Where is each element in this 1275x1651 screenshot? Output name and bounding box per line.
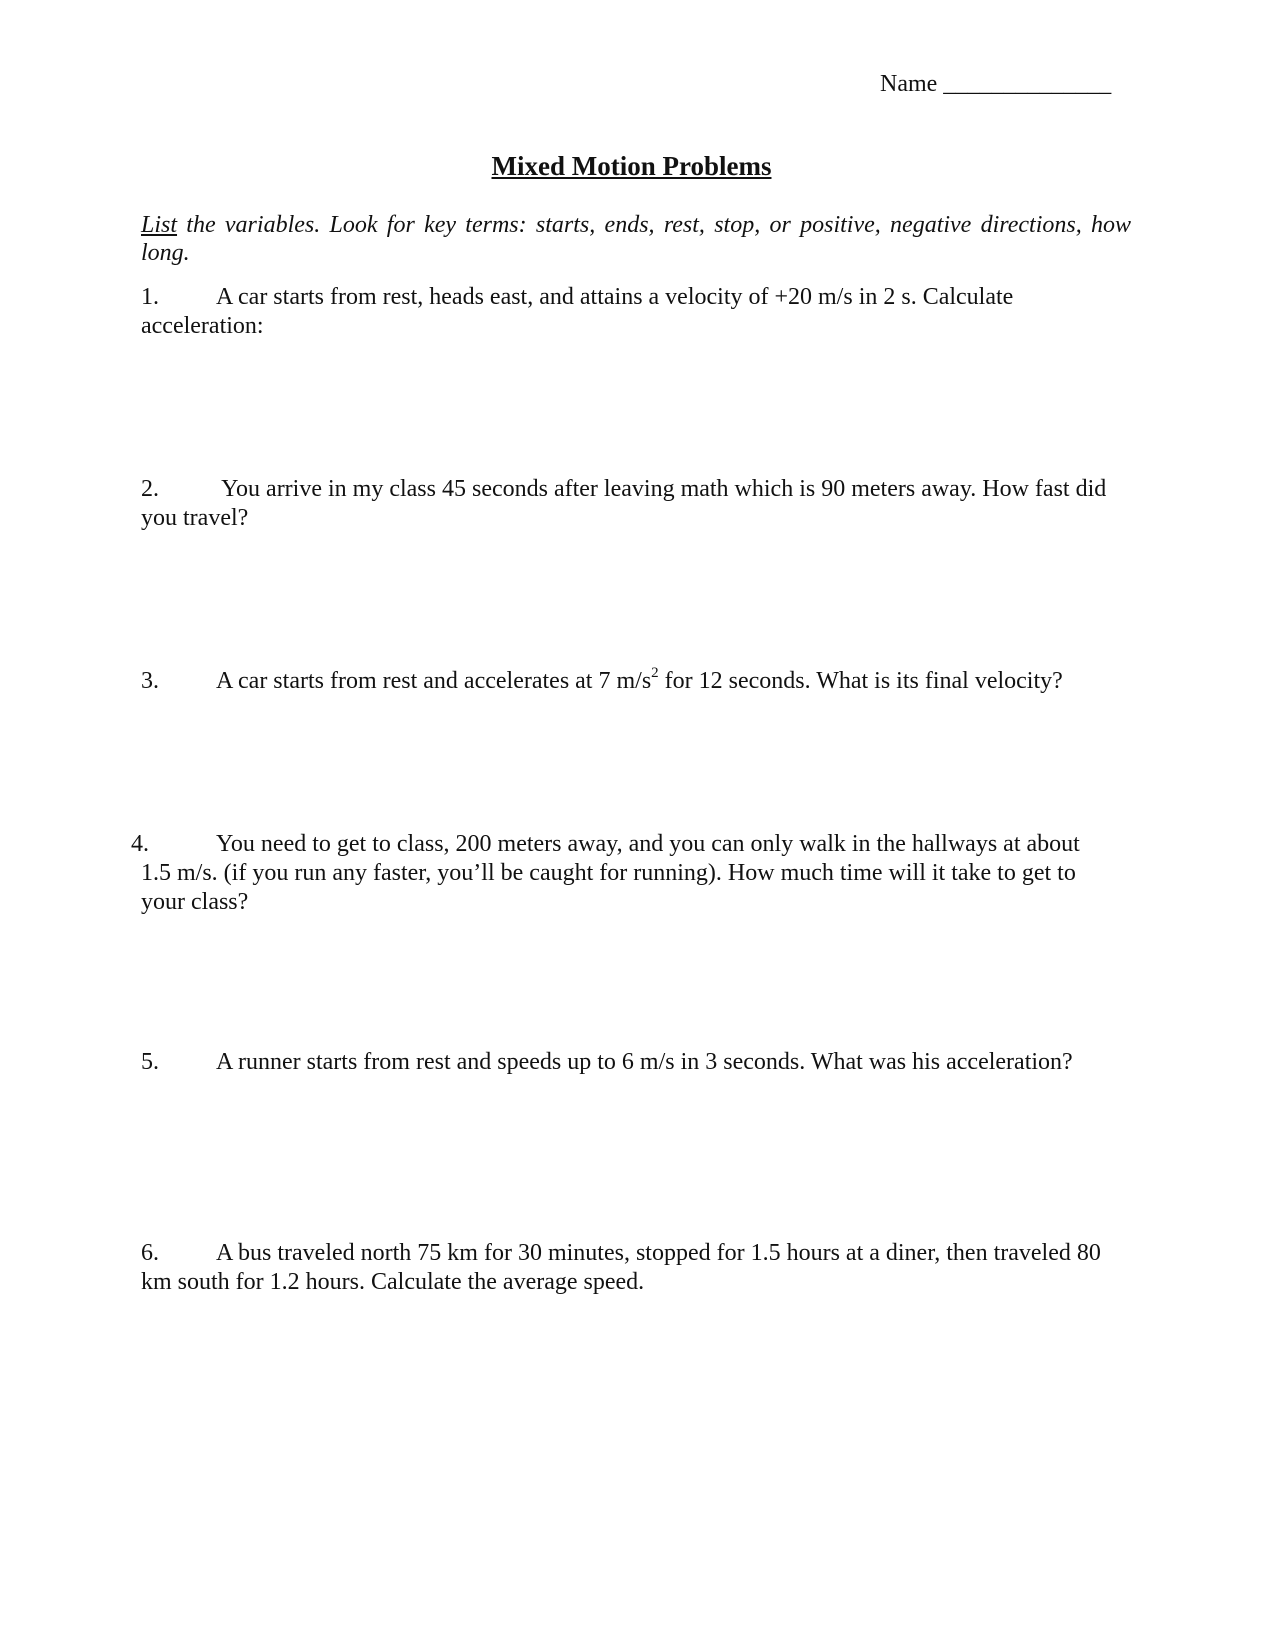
- problem-2: [141, 475, 1131, 533]
- problem-6: [141, 1239, 1131, 1297]
- problem-4: [131, 830, 1121, 917]
- problem-text: A bus traveled north 75 km for 30 minutes, stopped for 1.5 hours at a diner, then traveled 80 km south for 1.2 hours. Calculate the average speed.: [141, 1240, 1101, 1295]
- problem-number: 3.: [141, 668, 159, 694]
- problem-text-continued: 1.5 m/s. (if you run any faster, you’ll be caught for running). How much time will it take to get to your class?: [141, 860, 1076, 915]
- problem-superscript: 2: [651, 665, 659, 681]
- problem-number: 4.: [131, 831, 149, 857]
- problem-text: You arrive in my class 45 seconds after leaving math which is 90 meters away. How fast did you travel?: [141, 476, 1113, 531]
- page-title: Mixed Motion Problems: [491, 151, 772, 181]
- problem-text: A runner starts from rest and speeds up to 6 m/s in 3 seconds. What was his acceleration?: [216, 1049, 1073, 1075]
- problem-1: [141, 283, 1131, 341]
- instructions: [141, 211, 1131, 267]
- problem-text: A car starts from rest, heads east, and attains a velocity of +20 m/s in 2 s. Calculate acceleration:: [141, 284, 1014, 339]
- instructions-underlined-word: List: [141, 212, 178, 238]
- problem-number: 6.: [141, 1240, 159, 1266]
- problem-number: 5.: [141, 1049, 159, 1075]
- problem-text: A car starts from rest and accelerates at 7 m/s: [216, 668, 652, 694]
- problem-text: You need to get to class, 200 meters away, and you can only walk in the hallways at about: [216, 831, 1080, 857]
- problem-text-continued: for 12 seconds. What is its final velocity?: [658, 668, 1063, 694]
- problem-number: 2.: [141, 476, 159, 502]
- name-field-label: Name ______________: [880, 71, 1112, 97]
- problem-3: [141, 667, 1131, 696]
- problem-5: [141, 1048, 1131, 1077]
- instructions-text: the variables. Look for key terms: starts, ends, rest, stop, or positive, negative directions, how long.: [141, 212, 1131, 266]
- problem-number: 1.: [141, 284, 159, 310]
